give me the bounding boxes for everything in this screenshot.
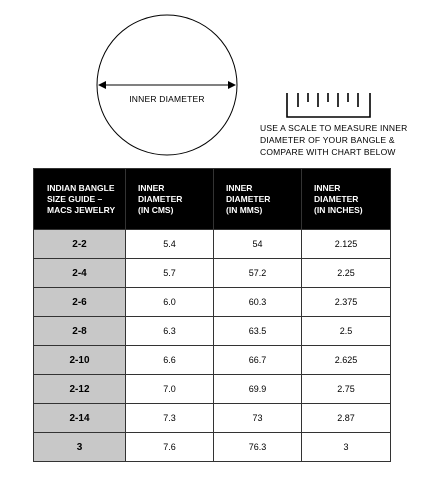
size-cell: 2-8 xyxy=(34,317,126,346)
size-cell: 2-14 xyxy=(34,404,126,433)
table-row xyxy=(34,346,391,375)
table-row xyxy=(34,433,391,462)
ruler-icon xyxy=(287,93,370,117)
cms-cell: 7.0 xyxy=(126,375,214,404)
inner-diameter-label: INNER DIAMETER xyxy=(129,94,205,104)
inches-cell: 2.25 xyxy=(302,259,391,288)
table-row xyxy=(34,259,391,288)
inches-cell: 3 xyxy=(302,433,391,462)
inches-cell: 2.87 xyxy=(302,404,391,433)
mms-cell: 73 xyxy=(214,404,302,433)
inches-cell: 2.375 xyxy=(302,288,391,317)
size-cell: 2-6 xyxy=(34,288,126,317)
table-row xyxy=(34,317,391,346)
header-diameter-inches: INNER DIAMETER (IN INCHES) xyxy=(302,169,391,230)
table-row xyxy=(34,404,391,433)
size-cell: 3 xyxy=(34,433,126,462)
header-diameter-cms: INNER DIAMETER (IN CMS) xyxy=(126,169,214,230)
inches-cell: 2.75 xyxy=(302,375,391,404)
bangle-diagram xyxy=(0,0,426,170)
mms-cell: 54 xyxy=(214,230,302,259)
size-cell: 2-12 xyxy=(34,375,126,404)
cms-cell: 7.3 xyxy=(126,404,214,433)
table-row xyxy=(34,230,391,259)
instruction-line: COMPARE WITH CHART BELOW xyxy=(260,147,396,157)
instruction-line: DIAMETER OF YOUR BANGLE & xyxy=(260,135,395,145)
inches-cell: 2.5 xyxy=(302,317,391,346)
size-cell: 2-4 xyxy=(34,259,126,288)
mms-cell: 63.5 xyxy=(214,317,302,346)
header-size-guide: INDIAN BANGLE SIZE GUIDE – MACS JEWELRY xyxy=(34,169,126,230)
cms-cell: 6.6 xyxy=(126,346,214,375)
instruction-line: USE A SCALE TO MEASURE INNER xyxy=(260,123,408,133)
inches-cell: 2.125 xyxy=(302,230,391,259)
cms-cell: 6.3 xyxy=(126,317,214,346)
mms-cell: 69.9 xyxy=(214,375,302,404)
cms-cell: 5.7 xyxy=(126,259,214,288)
cms-cell: 7.6 xyxy=(126,433,214,462)
measure-instructions xyxy=(260,122,410,158)
table-row xyxy=(34,288,391,317)
table-row xyxy=(34,375,391,404)
header-row xyxy=(34,169,391,230)
cms-cell: 6.0 xyxy=(126,288,214,317)
cms-cell: 5.4 xyxy=(126,230,214,259)
mms-cell: 60.3 xyxy=(214,288,302,317)
size-cell: 2-2 xyxy=(34,230,126,259)
header-diameter-mms: INNER DIAMETER (IN MMS) xyxy=(214,169,302,230)
mms-cell: 57.2 xyxy=(214,259,302,288)
size-chart-table xyxy=(33,168,391,462)
mms-cell: 66.7 xyxy=(214,346,302,375)
inches-cell: 2.625 xyxy=(302,346,391,375)
mms-cell: 76.3 xyxy=(214,433,302,462)
size-cell: 2-10 xyxy=(34,346,126,375)
